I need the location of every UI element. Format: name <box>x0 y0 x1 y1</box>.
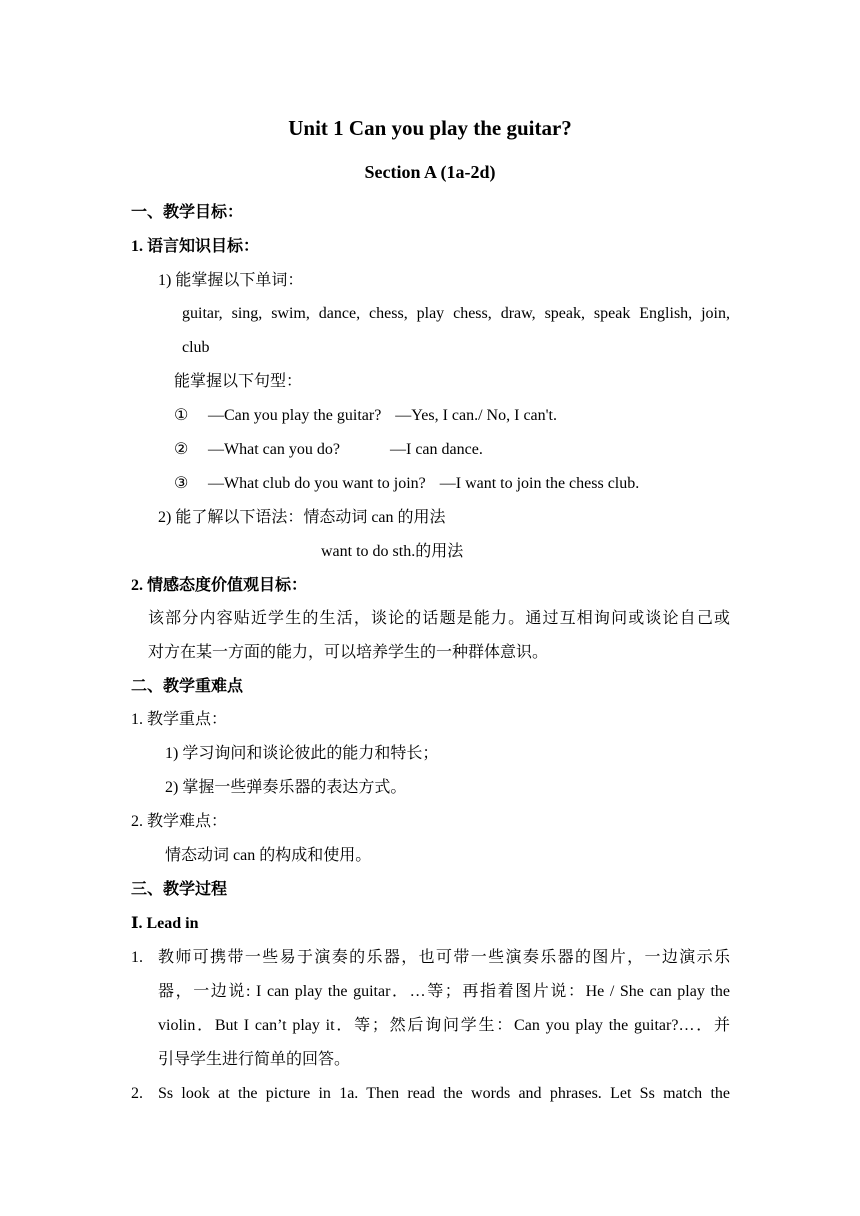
sentence-question: —What club do you want to join? <box>208 475 426 492</box>
section-heading-keypoints: 二、教学重难点 <box>131 678 244 695</box>
sentence-question: —Can you play the guitar? <box>208 407 382 424</box>
subheading-language-goals: 1. 语言知识目标： <box>131 238 260 255</box>
sentence-number: ② <box>174 441 189 458</box>
section-heading-procedure: 三、教学过程 <box>131 881 228 898</box>
difficulty-item: 情态动词 can 的构成和使用。 <box>165 847 372 864</box>
sentence-item <box>174 405 557 427</box>
sentence-item <box>174 473 639 495</box>
step-1-line: 引导学生进行简单的回答。 <box>158 1051 351 1068</box>
sentence-question: —What can you do? <box>208 441 340 458</box>
sentences-label: 能掌握以下句型： <box>174 373 303 390</box>
subheading-attitude-goals: 2. 情感态度价值观目标： <box>131 577 308 594</box>
key-points-label: 1. 教学重点： <box>131 711 228 728</box>
sentence-number: ③ <box>174 475 189 492</box>
key-point-item: 1) 学习询问和谈论彼此的能力和特长； <box>165 745 439 762</box>
attitude-line-2: 对方在某一方面的能力，可以培养学生的一种群体意识。 <box>148 644 549 661</box>
sentence-answer: —Yes, I can./ No, I can't. <box>395 407 557 424</box>
key-point-item: 2) 掌握一些弹奏乐器的表达方式。 <box>165 779 407 796</box>
sentence-answer: —I want to join the chess club. <box>439 475 640 492</box>
attitude-line-1: 该部分内容贴近学生的生活，谈论的话题是能力。通过互相询问或谈论自己或 <box>148 610 730 627</box>
words-line-1: guitar, sing, swim, dance, chess, play chess, draw, speak, speak English, join, <box>182 305 730 322</box>
grammar-label: 2) 能了解以下语法：情态动词 can 的用法 <box>158 509 446 526</box>
page-subtitle: Section A (1a-2d) <box>364 162 496 182</box>
difficulty-label: 2. 教学难点： <box>131 813 228 830</box>
step-1-line: 器，一边说: I can play the guitar．…等；再指着图片说：He / She can play the <box>158 983 730 1000</box>
section-heading-goals: 一、教学目标： <box>131 204 244 221</box>
lead-in-heading: Ⅰ. Lead in <box>131 915 199 932</box>
page-title: Unit 1 Can you play the guitar? <box>288 116 572 140</box>
step-1-line: violin．But I can’t play it．等；然后询问学生：Can you play the guitar?…．并 <box>158 1017 730 1034</box>
sentence-item <box>174 439 483 461</box>
step-1-line: 教师可携带一些易于演奏的乐器，也可带一些演奏乐器的图片，一边演示乐 <box>158 949 730 966</box>
step-2-line: Ss look at the picture in 1a. Then read the words and phrases. Let Ss match the <box>158 1085 730 1102</box>
sentence-number: ① <box>174 407 189 424</box>
words-line-2: club <box>182 339 210 356</box>
sentence-answer: —I can dance. <box>390 441 483 458</box>
words-label: 1) 能掌握以下单词： <box>158 272 304 289</box>
step-number: 1. <box>131 949 143 966</box>
grammar-line-2: want to do sth.的用法 <box>321 543 464 560</box>
step-number: 2. <box>131 1085 143 1102</box>
